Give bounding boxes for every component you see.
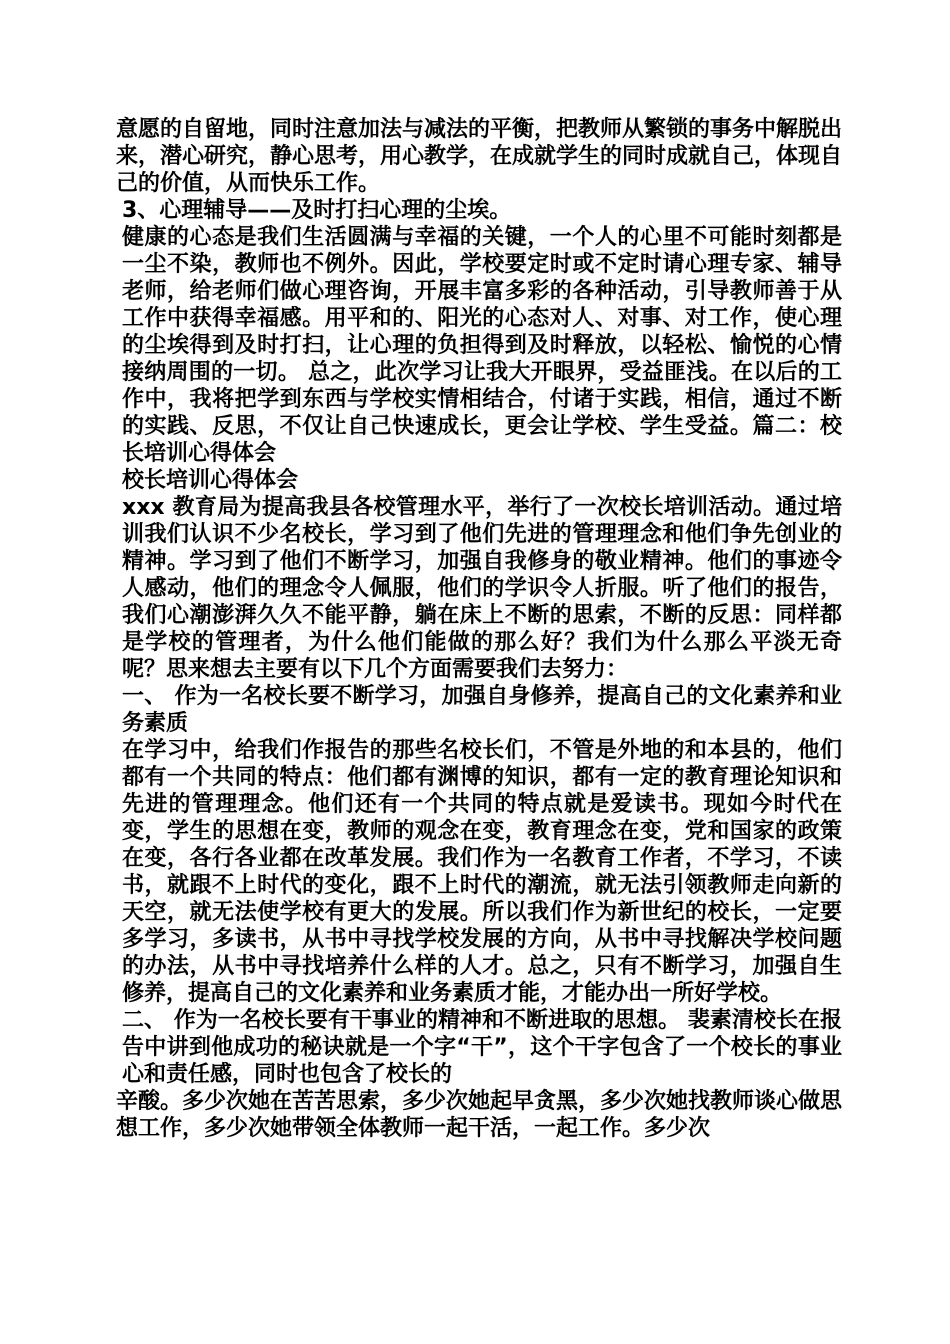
section-heading-psych: 3、心理辅导——及时打扫心理的尘埃。: [122, 198, 512, 223]
paragraph-1: 意愿的自留地，同时注意加法与减法的平衡，把教师从繁锁的事务中解脱出来，潜心研究，静心思考，用心教学，在成就学生的同时成就自己，体现自己的价值，从而快乐工作。: [116, 117, 843, 196]
section-heading-1: 一、 作为一名校长要不断学习，加强自身修养，提高自己的文化素养和业务素质: [122, 684, 842, 736]
paragraph-2: 健康的心态是我们生活圆满与幸福的关键，一个人的心里不可能时刻都是一尘不染，教师也不例外。因此，学校要定时或不定时请心理专家、辅导老师，给老师们做心理咨询，开展丰富多彩的各种活动，引导教师善于从工作中获得幸福感。用平和的、阳光的心态对人、对事、对工作，使心理的尘埃得到及时打扫，让心理的负担得到及时释放，以轻松、愉悦的心情接纳周围的一切。 总之，此次学习让我大开眼界，受益匪浅。在以后的工作中，我将把学到东西与学校实情相结合，付诸于实践，相信，通过不断的实践、反思，不仅让自己快速成长，更会让学校、学生受益。篇二：校长培训心得体会: [122, 225, 842, 466]
paragraph-4: 在学习中，给我们作报告的那些名校长们，不管是外地的和本县的，他们都有一个共同的特点：他们都有渊博的知识，都有一定的教育理论知识和先进的管理理念。他们还有一个共同的特点就是爱读书。现如今时代在变，学生的思想在变，教师的观念在变，教育理念在变，党和国家的政策在变，各行各业都在改革发展。我们作为一名教育工作者，不学习，不读书，就跟不上时代的变化，跟不上时代的潮流，就无法引领教师走向新的天空，就无法使学校有更大的发展。所以我们作为新世纪的校长，一定要多学习，多读书，从书中寻找学校发展的方向，从书中寻找解决学校问题的办法，从书中寻找培养什么样的人才。总之，只有不断学习，加强自生修养，提高自己的文化素养和业务素质才能，才能办出一所好学校。: [122, 738, 842, 1006]
section-title: 校长培训心得体会: [122, 468, 299, 493]
paragraph-3: xxx 教育局为提高我县各校管理水平，举行了一次校长培训活动。通过培训我们认识不少名校长，学习到了他们先进的管理理念和他们争先创业的精神。学习到了他们不断学习，加强自我修身的敬业精神。他们的事迹令人感动，他们的理念令人佩服，他们的学识令人折服。听了他们的报告，我们心潮澎湃久久不能平静，躺在床上不断的思索，不断的反思：同样都是学校的管理者，为什么他们能做的那么好？我们为什么那么平淡无奇呢？思来想去主要有以下几个方面需要我们去努力：: [122, 495, 842, 682]
section-heading-2: 二、 作为一名校长要有干事业的精神和不断进取的思想。 裴素清校长在报告中讲到他成功的秘诀就是一个字“干”，这个干字包含了一个校长的事业心和责任感，同时也包含了校长的: [122, 1008, 842, 1087]
paragraph-5: 辛酸。多少次她在苦苦思索，多少次她起早贪黑，多少次她找教师谈心做思想工作，多少次她带领全体教师一起干活，一起工作。多少次: [116, 1089, 843, 1141]
document-page: [116, 116, 842, 1142]
